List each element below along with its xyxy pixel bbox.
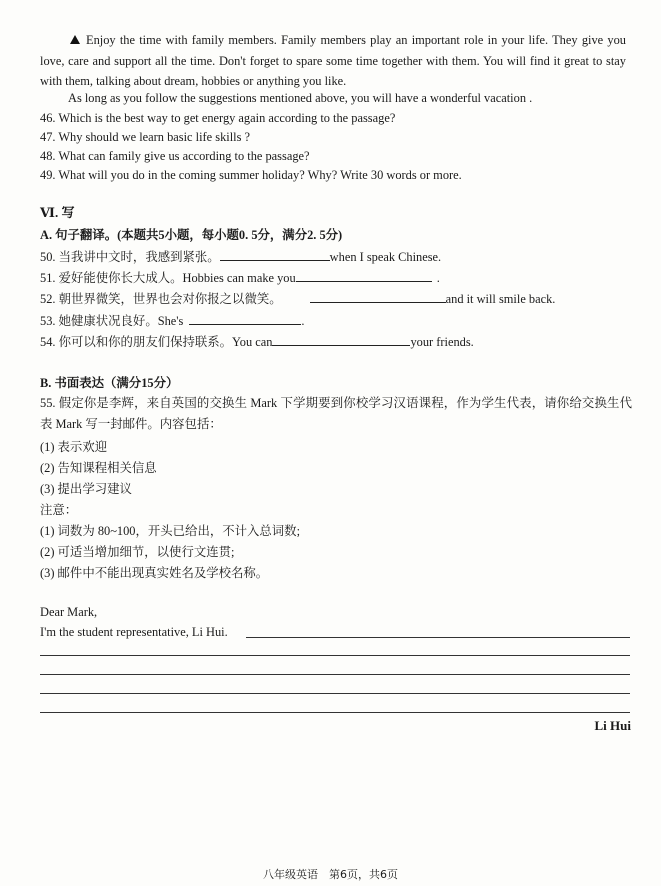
translation-item-50 bbox=[40, 248, 441, 265]
letter-signature: Li Hui bbox=[594, 718, 631, 733]
triangle-bullet-icon bbox=[70, 35, 80, 44]
translation-item-53 bbox=[40, 312, 304, 329]
question-49: 49. What will you do in the coming summer holiday? Why? Write 30 words or more. bbox=[40, 168, 462, 182]
reading-closing: As long as you follow the suggestions mentioned above, you will have a wonderful vacation . bbox=[68, 91, 533, 105]
notes-title: 注意： bbox=[40, 503, 78, 517]
writing-line[interactable] bbox=[40, 674, 630, 675]
content-point-3: (3) 提出学习建议 bbox=[40, 482, 132, 496]
content-point-2: (2) 告知课程相关信息 bbox=[40, 461, 157, 475]
part-b-title: B. 书面表达（满分15分） bbox=[40, 376, 179, 390]
item-suffix: when I speak Chinese. bbox=[329, 250, 442, 264]
letter-opening: I'm the student representative, Li Hui. bbox=[40, 625, 228, 639]
item-suffix: . bbox=[436, 271, 440, 285]
translation-item-54 bbox=[40, 333, 474, 350]
letter-greeting: Dear Mark, bbox=[40, 605, 98, 619]
question-46: 46. Which is the best way to get energy again according to the passage? bbox=[40, 111, 396, 125]
translation-item-52 bbox=[40, 290, 555, 307]
content-point-1: (1) 表示欢迎 bbox=[40, 440, 108, 454]
note-2: (2) 可适当增加细节，以使行文连贯; bbox=[40, 545, 235, 559]
answer-blank[interactable] bbox=[310, 290, 446, 303]
writing-line[interactable] bbox=[246, 637, 630, 638]
page-footer: 八年级英语 第6页，共6页 bbox=[263, 868, 398, 881]
note-3: (3) 邮件中不能出现真实姓名及学校名称。 bbox=[40, 566, 269, 580]
writing-line[interactable] bbox=[40, 712, 630, 713]
item-prompt: 51. 爱好能使你长大成人。Hobbies can make you bbox=[40, 271, 296, 285]
answer-blank[interactable] bbox=[220, 248, 330, 261]
item-prompt: 54. 你可以和你的朋友们保持联系。You can bbox=[40, 335, 273, 349]
item-suffix: . bbox=[301, 314, 305, 328]
translation-item-51 bbox=[40, 269, 440, 286]
writing-prompt: 55. 假定你是李辉，来自英国的交换生 Mark 下学期要到你校学习汉语课程，作为学生代表，请你给交换生代表 Mark 写一封邮件。内容包括： bbox=[40, 396, 632, 431]
item-prompt: 52. 朝世界微笑，世界也会对你报之以微笑。 bbox=[40, 292, 282, 306]
answer-blank[interactable] bbox=[272, 333, 410, 346]
part-a-title: A. 句子翻译。(本题共5小题，每小题0. 5分，满分2. 5分) bbox=[40, 228, 343, 242]
item-suffix: and it will smile back. bbox=[445, 292, 556, 306]
note-1: (1) 词数为 80~100，开头已给出，不计入总词数; bbox=[40, 524, 301, 538]
section-heading: Ⅵ. 写 bbox=[40, 205, 75, 220]
item-prompt: 50. 当我讲中文时，我感到紧张。 bbox=[40, 250, 220, 264]
tip-text: Enjoy the time with family members. Family members play an important role in your life. They give you love, care and support all the time. Don't forget to spare some time together with them. You will find it great to stay with them, talking about dream, hobbies or anything you like. bbox=[40, 33, 626, 88]
item-prompt: 53. 她健康状况良好。She's bbox=[40, 314, 184, 328]
question-48: 48. What can family give us according to the passage? bbox=[40, 149, 310, 163]
answer-blank[interactable] bbox=[296, 269, 432, 282]
item-suffix: your friends. bbox=[410, 335, 474, 349]
writing-line[interactable] bbox=[40, 655, 630, 656]
question-47: 47. Why should we learn basic life skills ? bbox=[40, 130, 251, 144]
answer-blank[interactable] bbox=[189, 312, 301, 325]
writing-line[interactable] bbox=[40, 693, 630, 694]
reading-tip-paragraph bbox=[40, 30, 626, 92]
